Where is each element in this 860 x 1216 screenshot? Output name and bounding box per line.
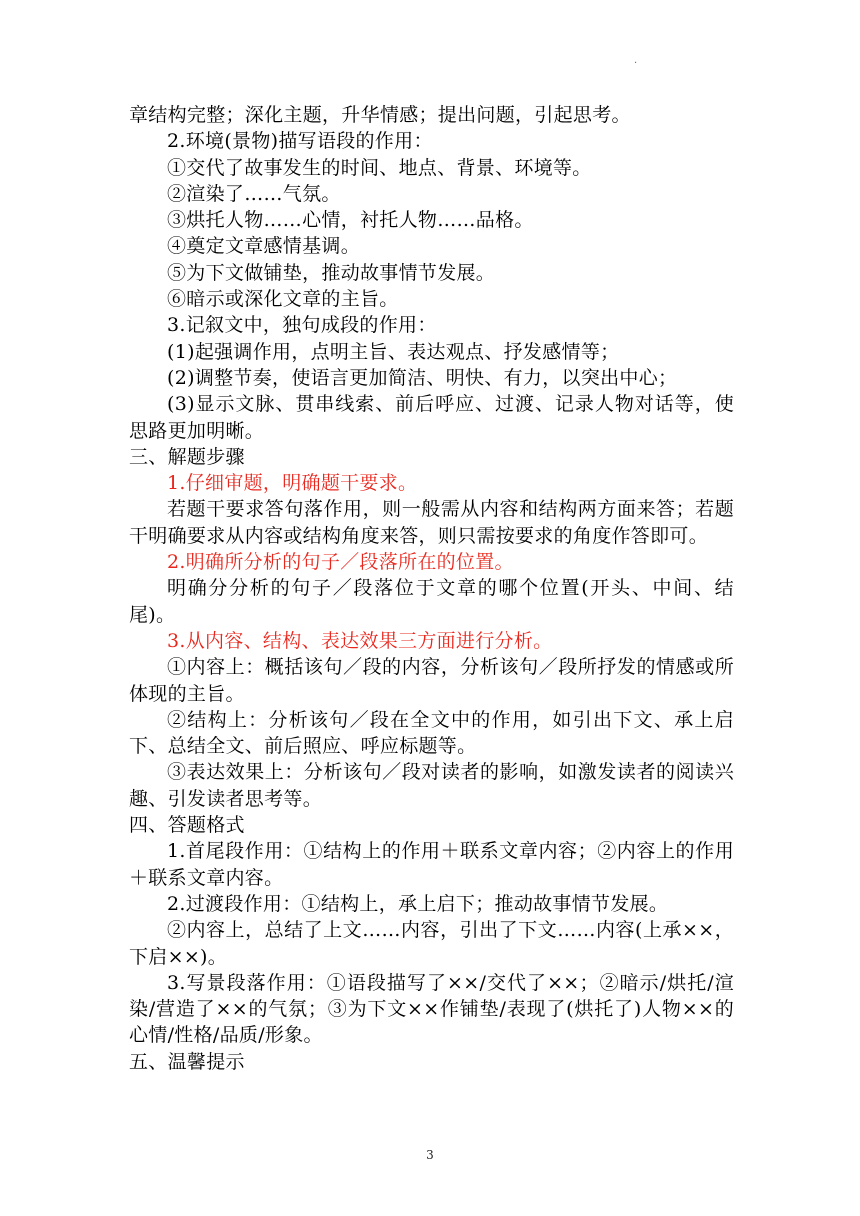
paragraph: 1.首尾段作用：①结构上的作用＋联系文章内容；②内容上的作用＋联系文章内容。	[129, 840, 734, 889]
paragraph: 三、解题步骤	[129, 445, 245, 468]
paragraph: ③表达效果上：分析该句／段对读者的影响，如激发读者的阅读兴趣、引发读者思考等。	[129, 761, 734, 810]
paragraph: (2)调整节奏，使语言更加简洁、明快、有力，以突出中心；	[167, 366, 678, 389]
page-number: 3	[426, 1148, 434, 1162]
paragraph: ⑥暗示或深化文章的主旨。	[167, 288, 399, 311]
paragraph: ②内容上，总结了上文……内容，引出了下文……内容(上承××，下启××)。	[129, 919, 734, 968]
paragraph: ①交代了故事发生的时间、地点、背景、环境等。	[167, 156, 592, 179]
header-mark: ·	[634, 58, 638, 69]
paragraph: ⑤为下文做铺垫，推动故事情节发展。	[167, 261, 496, 284]
paragraph: ④奠定文章感情基调。	[167, 235, 361, 258]
paragraph: ②渲染了……气氛。	[167, 182, 341, 205]
step-heading: 3.从内容、结构、表达效果三方面进行分析。	[167, 629, 553, 652]
paragraph: 若题干要求答句落作用，则一般需从内容和结构两方面来答；若题干明确要求从内容或结构角度来答，则只需按要求的角度作答即可。	[129, 498, 734, 547]
paragraph: 五、温馨提示	[129, 1050, 245, 1073]
paragraph: 3.写景段落作用：①语段描写了××/交代了××；②暗示/烘托/渲染/营造了××的气氛；③为下文××作铺垫/表现了(烘托了)人物××的心情/性格/品质/形象。	[129, 971, 734, 1047]
paragraph: 章结构完整；深化主题，升华情感；提出问题，引起思考。	[129, 104, 631, 126]
paragraph: ②结构上：分析该句／段在全文中的作用，如引出下文、承上启下、总结全文、前后照应、呼应标题等。	[129, 708, 734, 758]
paragraph: 2.环境(景物)描写语段的作用：	[167, 130, 433, 153]
paragraph: (1)起强调作用，点明主旨、表达观点、抒发感情等；	[167, 340, 620, 363]
step-heading: 1.仔细审题，明确题干要求。	[167, 472, 418, 495]
paragraph: (3)显示文脉、贯串线索、前后呼应、过渡、记录人物对话等，使思路更加明晰。	[129, 393, 734, 442]
step-heading: 2.明确所分析的句子／段落所在的位置。	[167, 551, 514, 574]
paragraph: 四、答题格式	[129, 814, 245, 837]
paragraph: 3.记叙文中，独句成段的作用：	[167, 314, 437, 337]
paragraph: 2.过渡段作用：①结构上，承上启下；推动故事情节发展。	[167, 892, 669, 915]
paragraph: 明确分分析的句子／段落位于文章的哪个位置(开头、中间、结尾)。	[129, 577, 734, 626]
paragraph: ①内容上：概括该句／段的内容，分析该句／段所抒发的情感或所体现的主旨。	[129, 656, 734, 705]
document-body	[129, 102, 734, 1075]
paragraph: ③烘托人物……心情，衬托人物……品格。	[167, 209, 534, 232]
